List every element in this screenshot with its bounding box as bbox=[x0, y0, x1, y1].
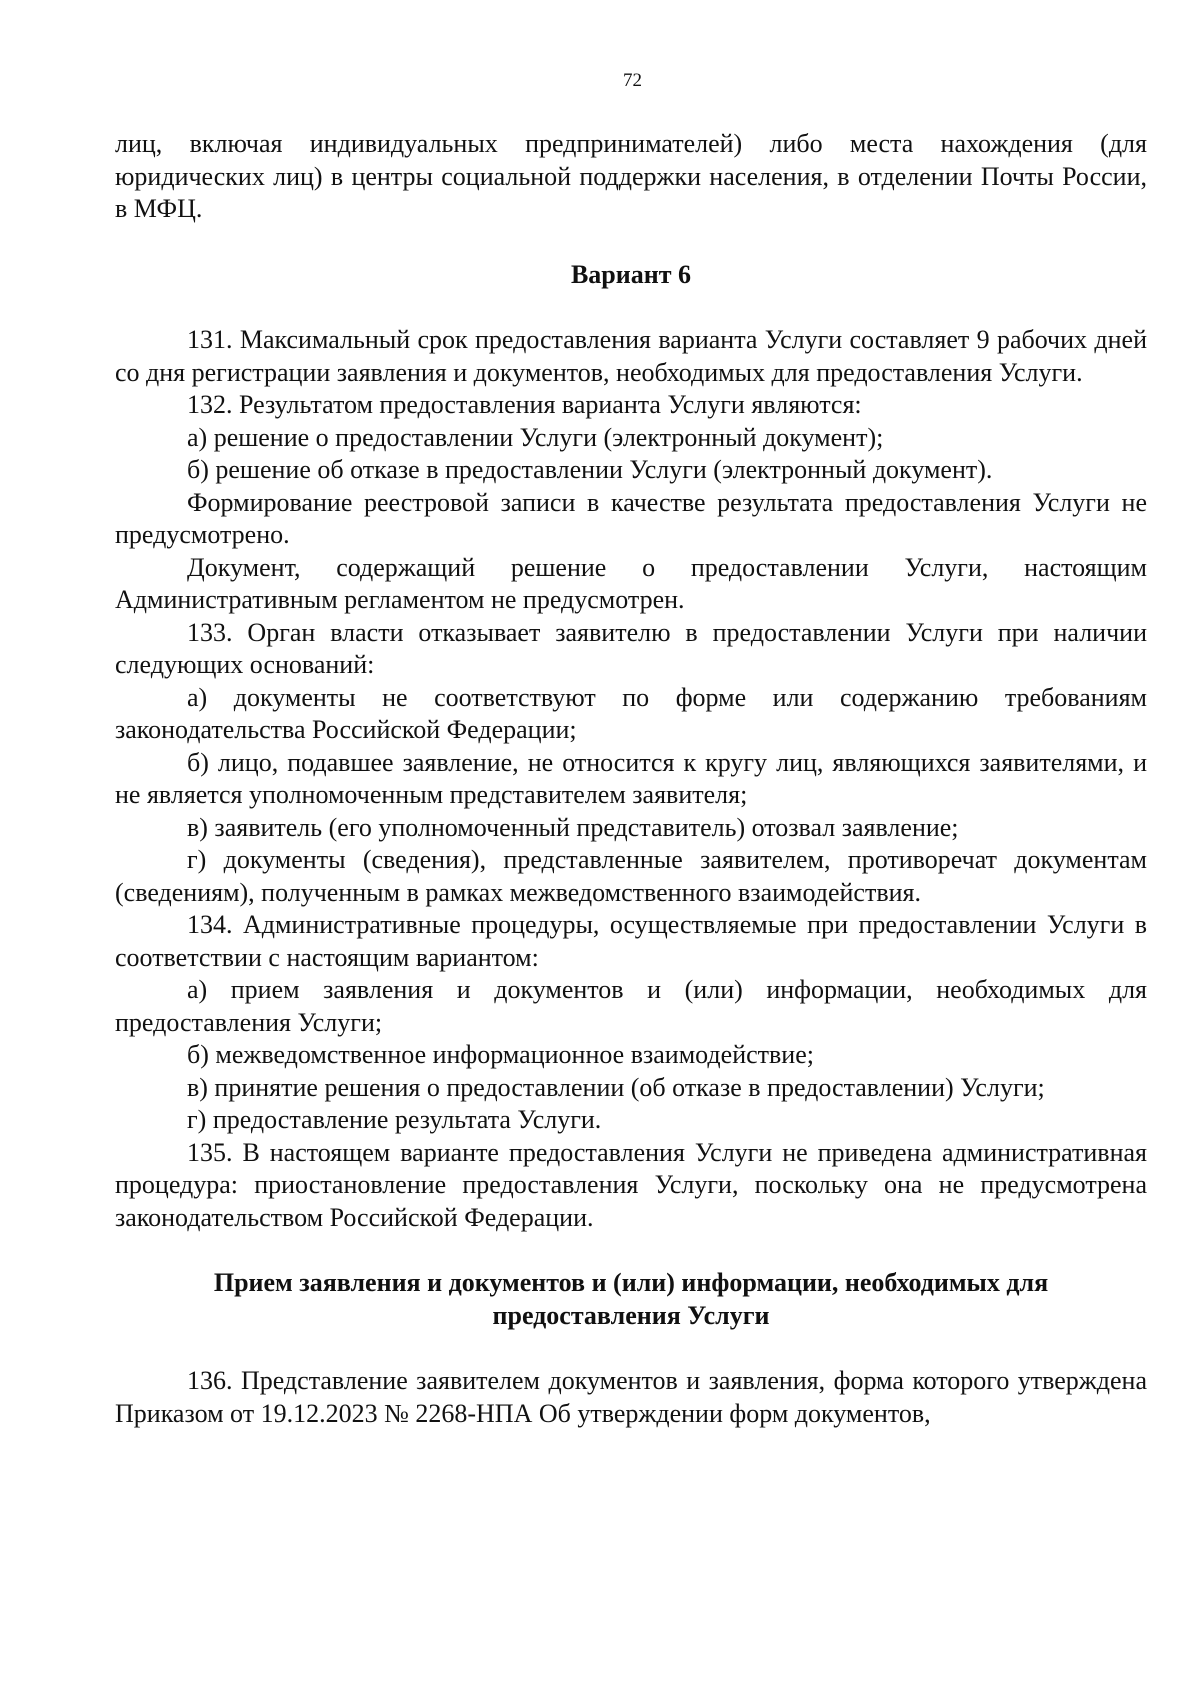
intro-paragraph: лиц, включая индивидуальных предпринимателей) либо места нахождения (для юридических лиц) в центры социальной поддержки населения, в отделении Почты России, в МФЦ. bbox=[115, 129, 1147, 223]
document-body bbox=[115, 128, 1147, 1430]
list-item-134g: г) предоставление результата Услуги. bbox=[187, 1105, 602, 1134]
paragraph-131: 131. Максимальный срок предоставления варианта Услуги составляет 9 рабочих дней со дня регистрации заявления и документов, необходимых для предоставления Услуги. bbox=[115, 325, 1147, 387]
list-item-133v: в) заявитель (его уполномоченный представитель) отозвал заявление; bbox=[187, 812, 959, 842]
list-item-133a: а) документы не соответствуют по форме или содержанию требованиям законодательства Российской Федерации; bbox=[115, 682, 1147, 744]
list-item-134v: в) принятие решения о предоставлении (об отказе в предоставлении) Услуги; bbox=[187, 1072, 1045, 1102]
paragraph-133: 133. Орган власти отказывает заявителю в предоставлении Услуги при наличии следующих оснований: bbox=[115, 617, 1147, 679]
paragraph-135: 135. В настоящем варианте предоставления Услуги не приведена административная процедура: приостановление предоставления Услуги, поскольку она не предусмотрена законодательством Российской Федерации. bbox=[115, 1137, 1147, 1232]
list-item-134a: а) прием заявления и документов и (или) информации, необходимых для предоставления Услуги; bbox=[115, 975, 1147, 1037]
page-number: 72 bbox=[623, 70, 642, 91]
variant-heading: Вариант 6 bbox=[570, 259, 692, 289]
list-item-132b: б) решение об отказе в предоставлении Услуги (электронный документ). bbox=[187, 455, 993, 484]
paragraph-132: 132. Результатом предоставления варианта Услуги являются: bbox=[187, 390, 862, 419]
paragraph-136: 136. Представление заявителем документов и заявления, форма которого утверждена Приказом от 19.12.2023 № 2268-НПА Об утверждении форм документов, bbox=[115, 1366, 1147, 1428]
paragraph-134: 134. Административные процедуры, осуществляемые при предоставлении Услуги в соответствии с настоящим вариантом: bbox=[115, 910, 1147, 972]
list-item-133g: г) документы (сведения), представленные заявителем, противоречат документам (сведениям), полученным в рамках межведомственного взаимодействия. bbox=[115, 845, 1147, 907]
paragraph-document-note: Документ, содержащий решение о предоставлении Услуги, настоящим Административным регламентом не предусмотрен. bbox=[115, 552, 1147, 614]
paragraph-registry-note: Формирование реестровой записи в качестве результата предоставления Услуги не предусмотрено. bbox=[115, 487, 1147, 549]
list-item-134b: б) межведомственное информационное взаимодействие; bbox=[187, 1040, 814, 1069]
list-item-133b: б) лицо, подавшее заявление, не относится к кругу лиц, являющихся заявителями, и не является уполномоченным представителем заявителя; bbox=[115, 747, 1147, 809]
section-heading: Прием заявления и документов и (или) информации, необходимых для предоставления Услуги bbox=[213, 1268, 1049, 1330]
list-item-132a: а) решение о предоставлении Услуги (электронный документ); bbox=[187, 422, 884, 452]
